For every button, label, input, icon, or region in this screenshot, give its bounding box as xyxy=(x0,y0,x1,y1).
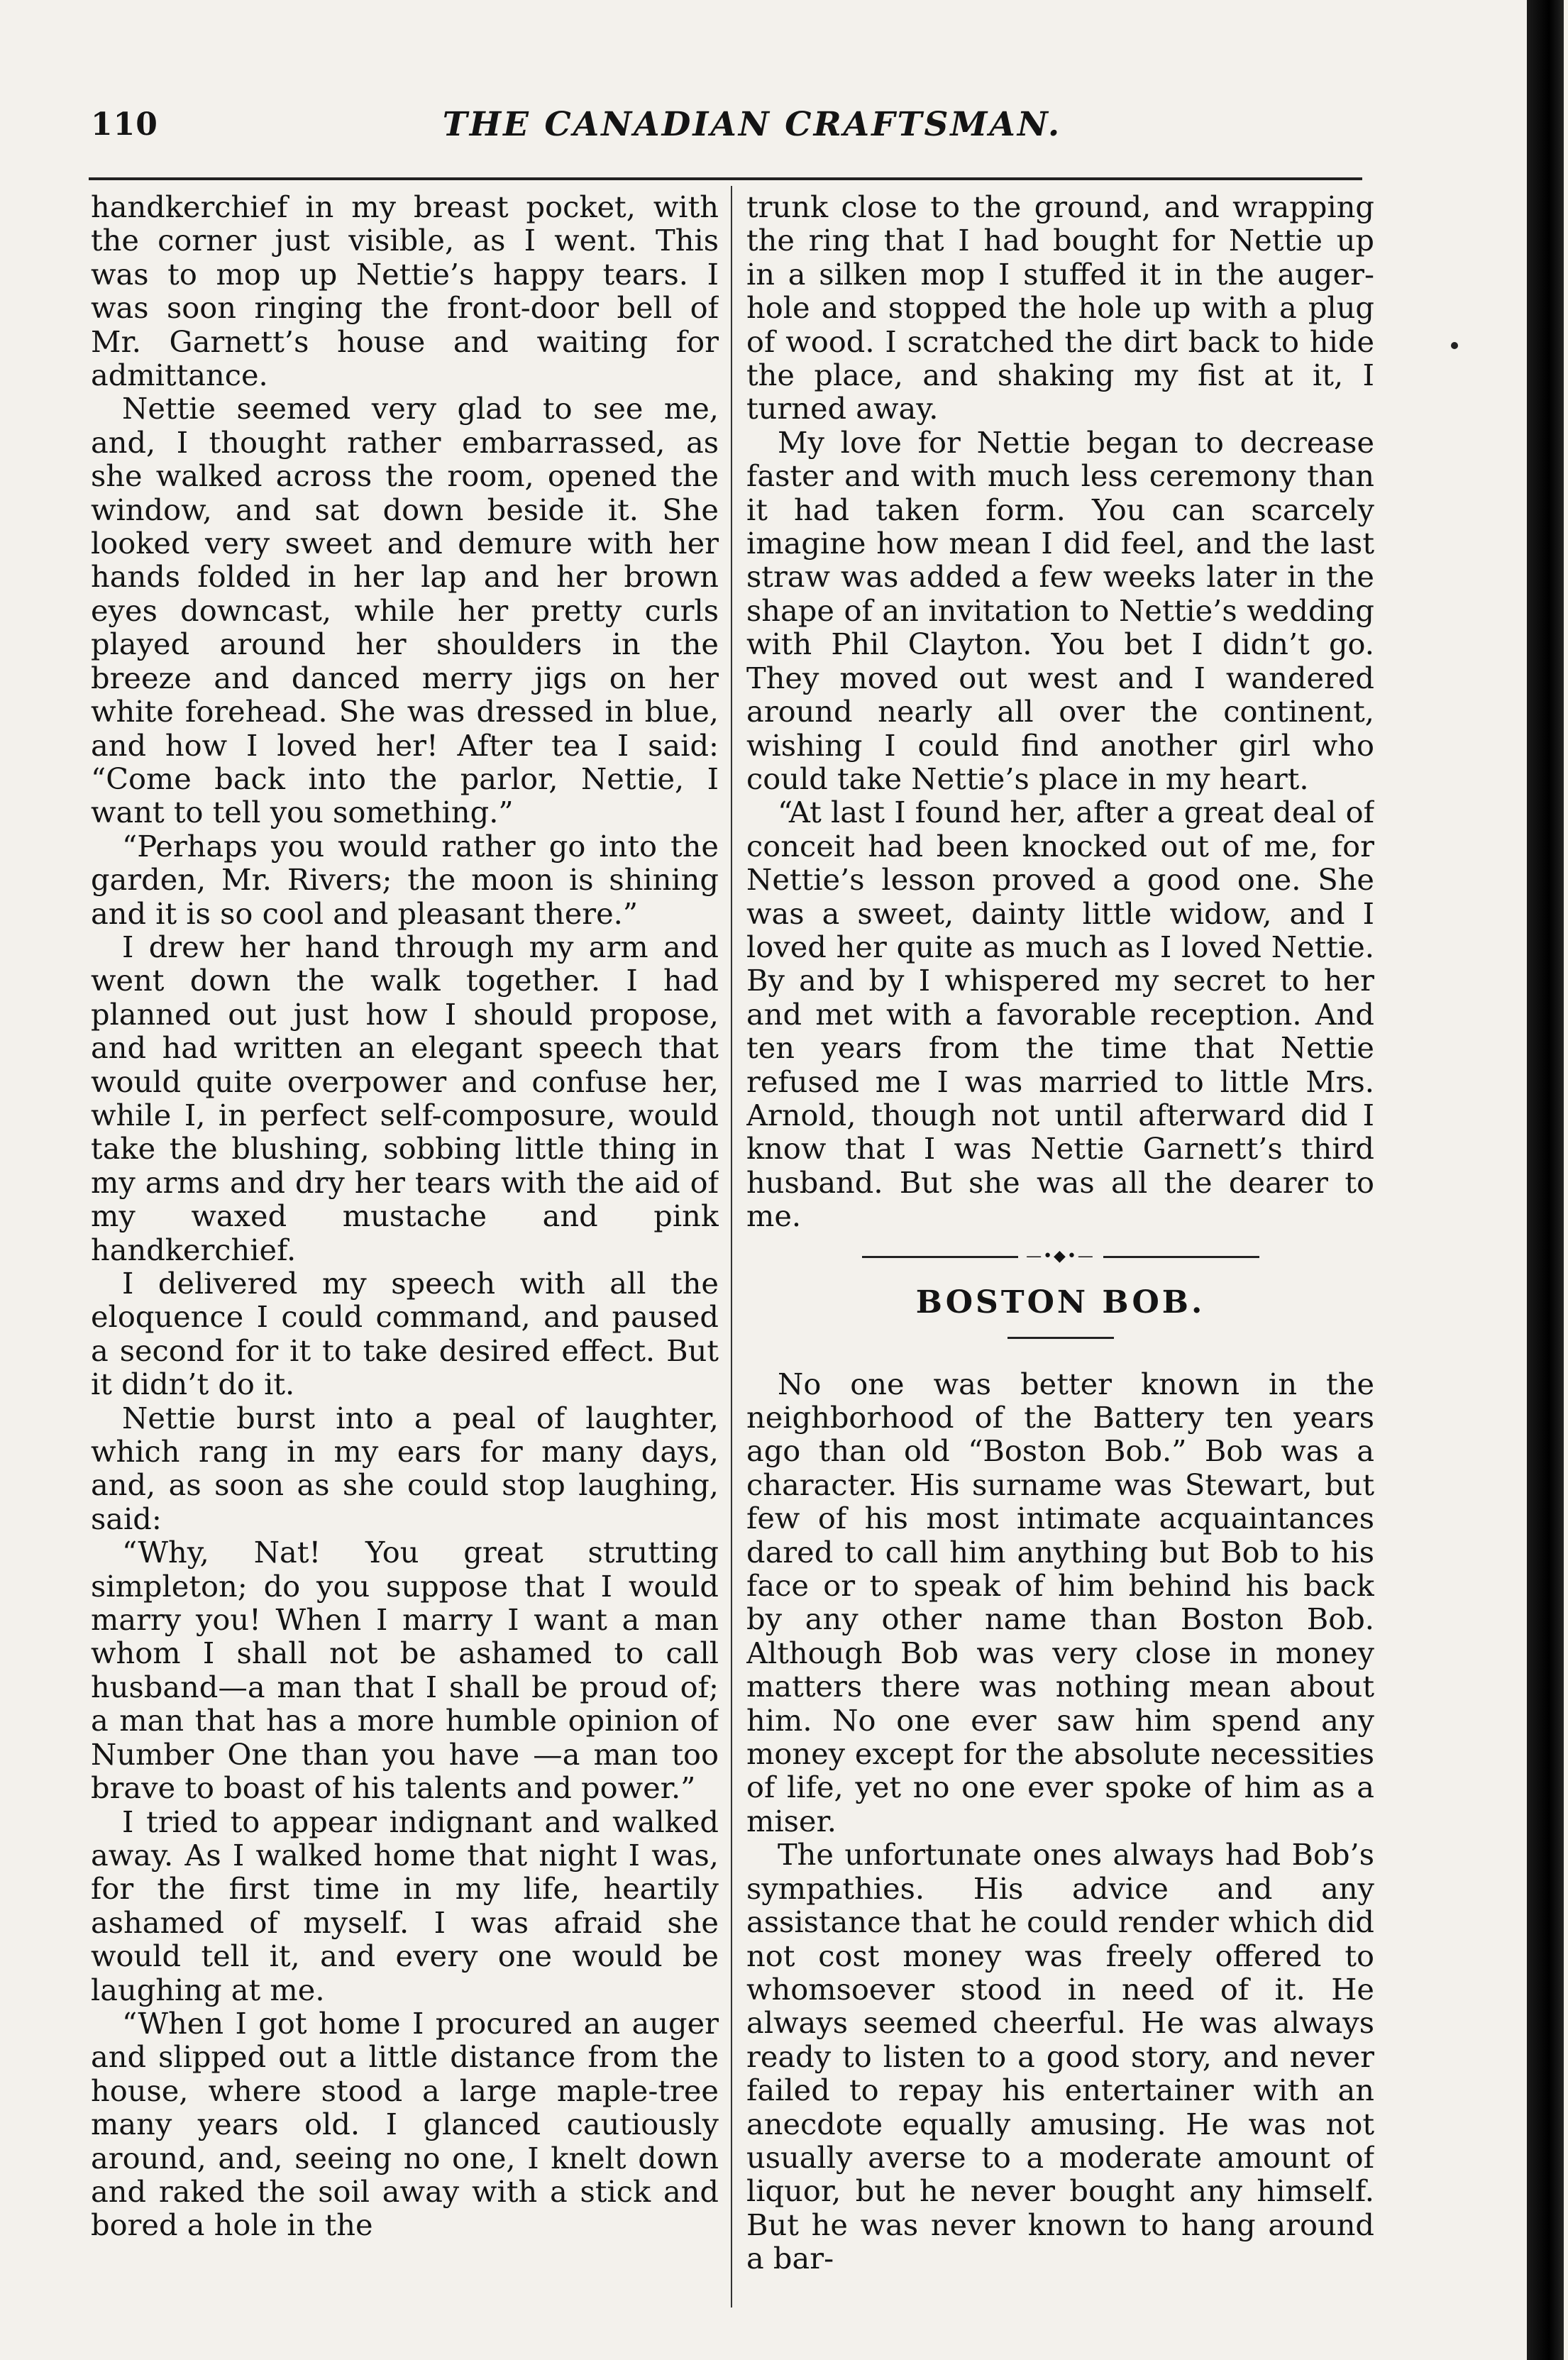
page-header xyxy=(0,0,1568,170)
ink-speck xyxy=(1451,342,1458,349)
right-column xyxy=(746,190,1374,2312)
paragraph: Nettie burst into a peal of laughter, which rang in my ears for many days, and, as soon as she could stop laughing, said: xyxy=(91,1400,719,1536)
paragraph: handkerchief in my breast pocket, with the corner just visible, as I went. This was to mop up Nettie’s happy tears. I was soon ringing the front-door bell of Mr. Garnett’s house and waiting for admittance. xyxy=(91,190,719,393)
paragraph: I delivered my speech with all the eloquence I could command, and paused a second for it to take desired effect. But it didn’t do it. xyxy=(91,1266,719,1402)
paragraph: Nettie seemed very glad to see me, and, I thought rather embarrassed, as she walked across the room, opened the window, and sat down beside it. She looked very sweet and demure with her hands folded in her lap and her brown eyes downcast, while her pretty curls played around her shoulders in the breeze and danced merry jigs on her white forehead. She was dressed in blue, and how I loved her! After tea I said: “Come back into the parlor, Nettie, I want to tell you something.” xyxy=(91,391,719,830)
page-number: 110 xyxy=(91,106,158,143)
paragraph: No one was better known in the neighborhood of the Battery ten years ago than old “Boston Bob.” Bob was a character. His surname was Stewart, but few of his most intimate acquaintances dared to call him anything but Bob to his face or to speak of him behind his back by any other name than Boston Bob. Although Bob was very close in money matters there was nothing mean about him. No one ever saw him spend any money except for the absolute necessities of life, yet no one ever spoke of him as a miser. xyxy=(746,1366,1374,1838)
section-divider xyxy=(862,1249,1259,1264)
paragraph: “Why, Nat! You great strutting simpleton; do you suppose that I would marry you! When I marry I want a man whom I shall not be ashamed to call husband—a man that I shall be proud of; a man that has a more humble opinion of Number One than you have —a man too brave to boast of his talents and power.” xyxy=(91,1535,719,1806)
paragraph: “When I got home I procured an auger and slipped out a little distance from the house, where stood a large maple-tree many years old. I glanced cautiously around, and, seeing no one, I knelt down and raked the soil away with a stick and bored a hole in the xyxy=(91,2005,719,2243)
paragraph: “At last I found her, after a great deal of conceit had been knocked out of me, for Nettie’s lesson proved a good one. She was a sweet, dainty little widow, and I loved her quite as much as I loved Nettie. By and by I whispered my secret to her and met with a favorable reception. And ten years from the time that Nettie refused me I was married to little Mrs. Arnold, though not until afterward did I know that I was Nettie Garnett’s third husband. But she was all the dearer to me. xyxy=(746,795,1374,1234)
section-heading: BOSTON BOB. xyxy=(915,1284,1205,1320)
paragraph: The unfortunate ones always had Bob’s sympathies. His advice and any assistance that he could render which did not cost money was freely offered to whomsoever stood in need of it. He always seemed cheerful. He was always ready to listen to a good story, and never failed to repay his entertainer with an anecdote equally amusing. He was not usually averse to a moderate amount of liquor, but he never bought any himself. But he was never known to hang around a bar- xyxy=(746,1837,1374,2276)
binding-edge xyxy=(1527,0,1564,2360)
paragraph: I tried to appear indignant and walked away. As I walked home that night I was, for the first time in my life, heartily ashamed of myself. I was afraid she would tell it, and every one would be laughing at me. xyxy=(91,1804,719,2007)
paragraph: My love for Nettie began to decrease faster and with much less ceremony than it had taken form. You can scarcely imagine how mean I did feel, and the last straw was added a few weeks later in the shape of an invitation to Nettie’s wedding with Phil Clayton. You bet I didn’t go. They moved out west and I wandered around nearly all over the continent, wishing I could find another girl who could take Nettie’s place in my heart. xyxy=(746,424,1374,796)
divider-ornament: —•◆•— xyxy=(1018,1249,1103,1264)
paragraph: trunk close to the ground, and wrapping the ring that I had bought for Nettie up in a silken mop I stuffed it in the auger-hole and stopped the hole up with a plug of wood. I scratched the dirt back to hide the place, and shaking my fist at it, I turned away. xyxy=(746,190,1374,426)
header-rule xyxy=(89,177,1362,180)
heading-rule xyxy=(1007,1337,1114,1339)
paragraph: “Perhaps you would rather go into the garden, Mr. Rivers; the moon is shining and it is so cool and pleasant there.” xyxy=(91,828,719,931)
column-divider xyxy=(731,186,732,2307)
paragraph: I drew her hand through my arm and went down the walk together. I had planned out just how I should propose, and had written an elegant speech that would quite overpower and confuse her, while I, in perfect self-composure, would take the blushing, sobbing little thing in my arms and dry her tears with the aid of my waxed mustache and pink handkerchief. xyxy=(91,929,719,1267)
running-head: THE CANADIAN CRAFTSMAN. xyxy=(442,105,1062,144)
left-column xyxy=(91,190,719,2312)
